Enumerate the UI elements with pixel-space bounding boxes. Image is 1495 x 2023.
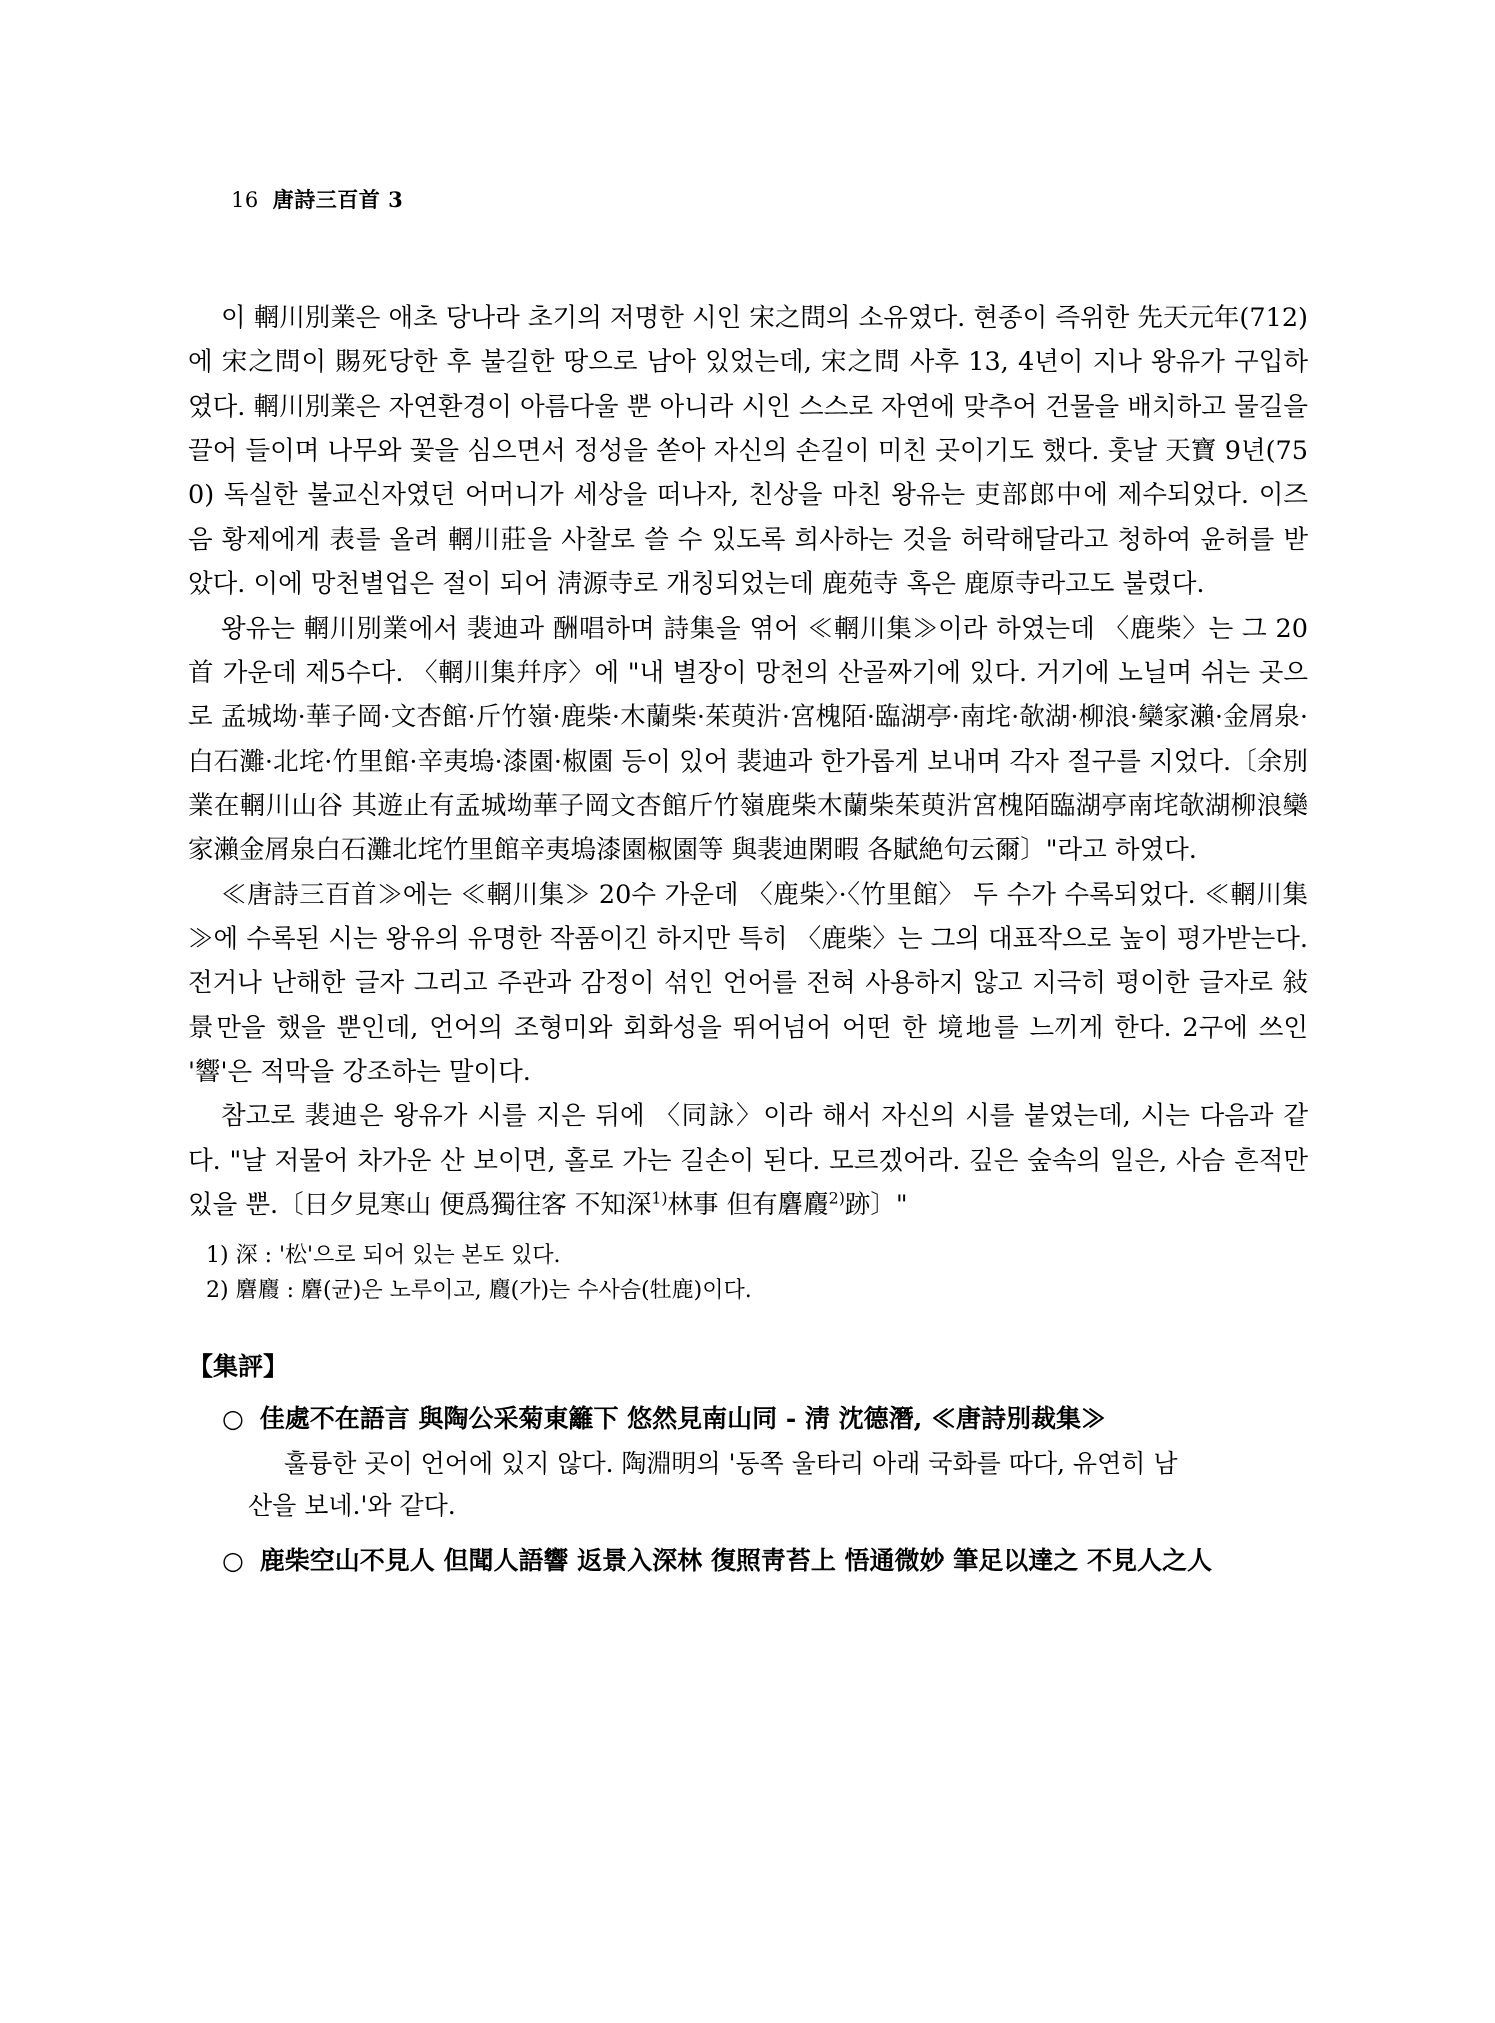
criticism-entry-text: 佳處不在語言 與陶公采菊東籬下 悠然見南山同 - 淸 沈德潛, ≪唐詩別裁集≫ [259, 1403, 1107, 1433]
footnote-marker-1: 1) [651, 1188, 668, 1208]
criticism-translation [188, 1443, 1308, 1527]
paragraph-1: 이 輞川別業은 애초 당나라 초기의 저명한 시인 宋之問의 소유였다. 현종이 즉위한 先天元年(712)에 宋之問이 賜死당한 후 불길한 땅으로 남아 있었는데, 宋之問 사후 13, 4년이 지나 왕유가 구입하였다. 輞川別業은 자연환경이 아름다울 뿐 아니라 시인 스스로 자연에 맞추어 건물을 배치하고 물길을 끌어 들이며 나무와 꽃을 심으면서 정성을 쏟아 자신의 손길이 미친 곳이기도 했다. 훗날 天寶 9년(750) 독실한 불교신자였던 어머니가 세상을 떠나자, 친상을 마친 왕유는 吏部郎中에 제수되었다. 이즈음 황제에게 表를 올려 輞川莊을 사찰로 쓸 수 있도록 희사하는 것을 허락해달라고 청하여 윤허를 받았다. 이에 망천별업은 절이 되어 淸源寺로 개칭되었는데 鹿苑寺 혹은 鹿原寺라고도 불렸다. [188, 303, 1308, 600]
criticism-translation-line-1: 훌륭한 곳이 언어에 있지 않다. 陶淵明의 '동쪽 울타리 아래 국화를 따다, 유연히 남 [284, 1449, 1178, 1479]
page-header [188, 160, 1308, 238]
bullet-marker: ○ [222, 1546, 244, 1576]
paragraph-4-before: 참고로 裴迪은 왕유가 시를 지은 뒤에 〈同詠〉이라 해서 자신의 시를 붙였는데, 시는 다음과 같다. "날 저물어 차가운 산 보이면, 홀로 가는 길손이 된다. 모르겠어라. 깊은 숲속의 일은, 사슴 흔적만 있을 뿐.〔日夕見寒山 便爲獨往客 不知深 [188, 1101, 1308, 1221]
paragraph-4-middle: 林事 但有麏麚 [667, 1190, 829, 1221]
footnote-list [188, 1238, 1308, 1309]
running-title: 唐詩三百首 3 [272, 187, 404, 212]
criticism-entry [188, 1399, 1308, 1440]
criticism-entry [188, 1541, 1308, 1582]
footnote-item: 2) 麏麚 : 麏(균)은 노루이고, 麚(가)는 수사슴(牡鹿)이다. [206, 1278, 752, 1304]
page-number: 16 [231, 188, 259, 212]
criticism-section-title: 【集評】 [188, 1351, 289, 1381]
paragraph-4 [188, 1094, 1308, 1227]
paragraph-4-after: 跡〕" [844, 1190, 908, 1221]
footnote-marker-2: 2) [828, 1188, 845, 1208]
bullet-marker: ○ [222, 1403, 244, 1433]
criticism-entry-text: 鹿柴空山不見人 但聞人語響 返景入深林 復照靑苔上 悟通微妙 筆足以達之 不見人之人 [259, 1546, 1212, 1576]
footnote-item: 1) 深 : '松'으로 되어 있는 본도 있다. [206, 1242, 561, 1268]
paragraph-2: 왕유는 輞川別業에서 裴迪과 酬唱하며 詩集을 엮어 ≪輞川集≫이라 하였는데 〈鹿柴〉는 그 20首 가운데 제5수다. 〈輞川集幷序〉에 "내 별장이 망천의 산골짜기에 있다. 거기에 노닐며 쉬는 곳으로 孟城坳·華子岡·文杏館·斤竹嶺·鹿柴·木蘭柴·茱萸沜·宮槐陌·臨湖亭·南垞·欹湖·柳浪·欒家瀨·金屑泉·白石灘·北垞·竹里館·辛夷塢·漆園·椒園 등이 있어 裴迪과 한가롭게 보내며 각자 절구를 지었다.〔余別業在輞川山谷 其遊止有孟城坳華子岡文杏館斤竹嶺鹿柴木蘭柴茱萸沜宮槐陌臨湖亭南垞欹湖柳浪欒家瀨金屑泉白石灘北垞竹里館辛夷塢漆園椒園等 與裴迪閑暇 各賦絶句云爾〕"라고 하였다. [188, 613, 1308, 866]
paragraph-3: ≪唐詩三百首≫에는 ≪輞川集≫ 20수 가운데 〈鹿柴〉·〈竹里館〉 두 수가 수록되었다. ≪輞川集≫에 수록된 시는 왕유의 유명한 작품이긴 하지만 특히 〈鹿柴〉는 그의 대표작으로 높이 평가받는다. 전거나 난해한 글자 그리고 주관과 감정이 섞인 언어를 전혀 사용하지 않고 지극히 평이한 글자로 敍景만을 했을 뿐인데, 언어의 조형미와 회화성을 뛰어넘어 어떤 한 境地를 느끼게 한다. 2구에 쓰인 '響'은 적막을 강조하는 말이다. [188, 879, 1308, 1088]
criticism-translation-line-2: 산을 보네.'와 같다. [248, 1491, 456, 1521]
page-content [188, 160, 1308, 1586]
